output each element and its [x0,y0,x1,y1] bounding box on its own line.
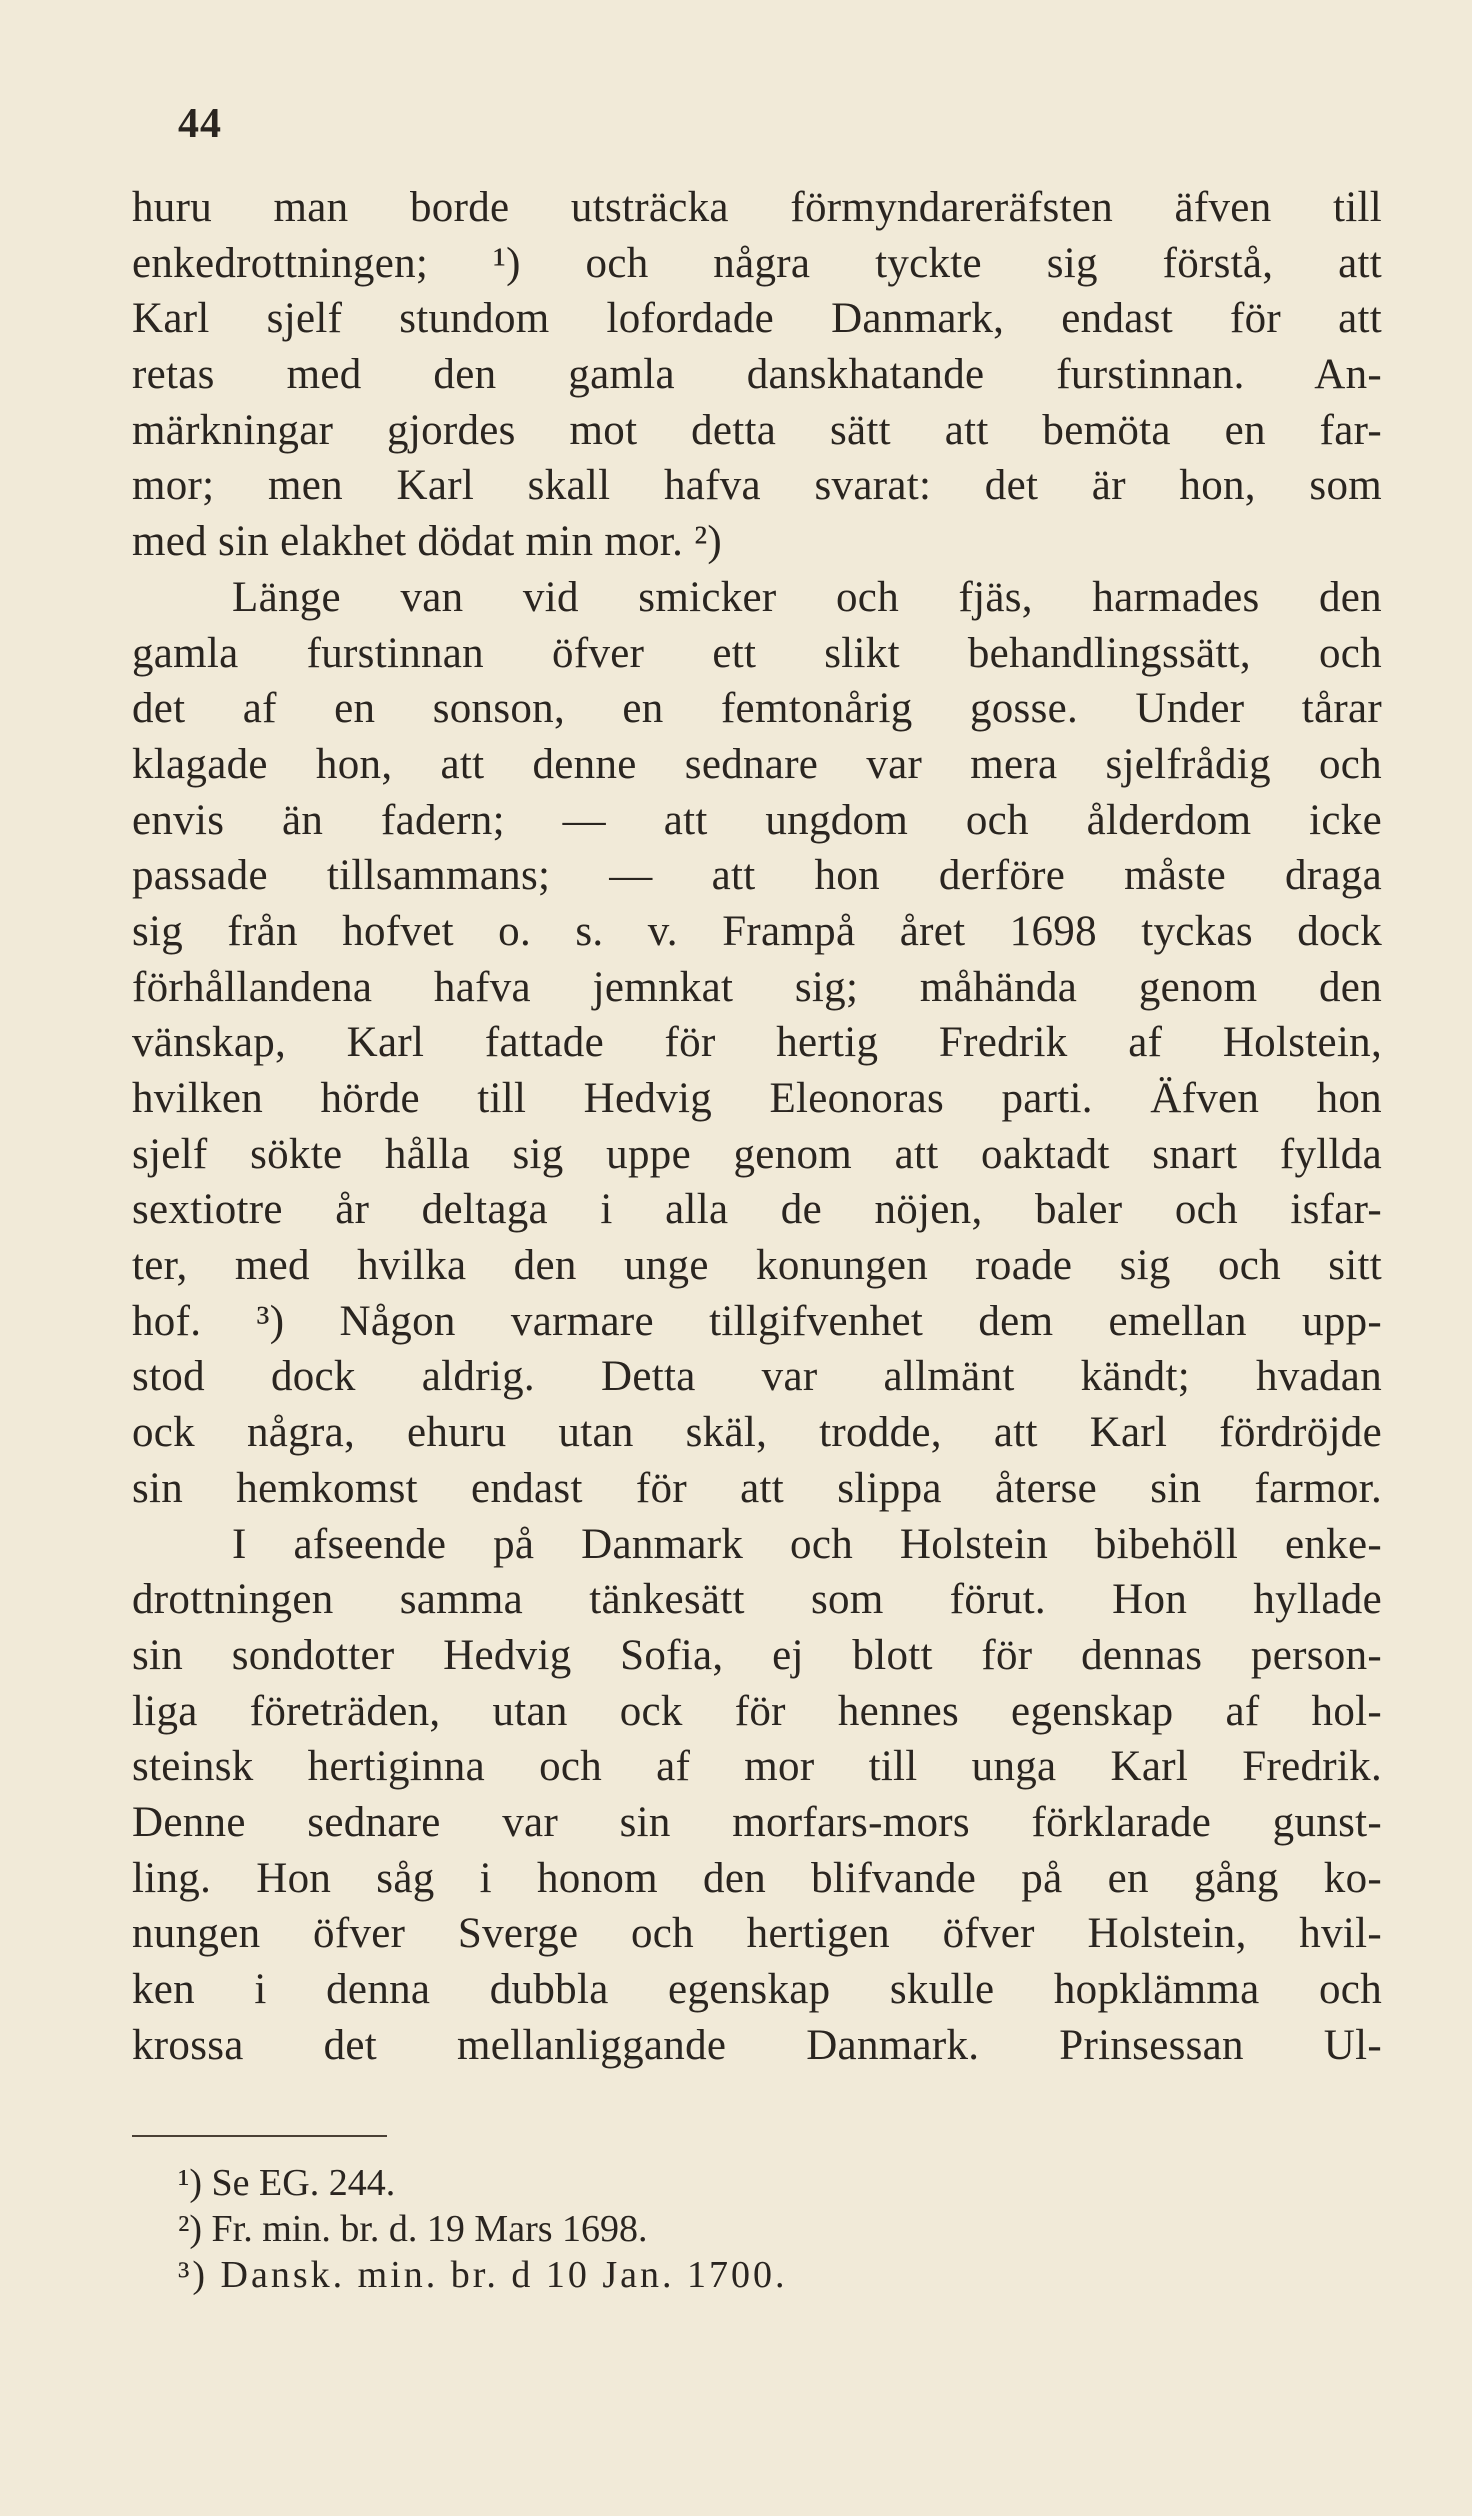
text-line: sig från hofvet o. s. v. Frampå året 1698 tyckas dock [132,907,1382,955]
footnote-divider [132,2135,387,2137]
text-line: I afseende på Danmark och Holstein bibehöll enke- [232,1520,1382,1568]
text-line: sin sondotter Hedvig Sofia, ej blott för dennas person- [132,1631,1382,1679]
text-line: ter, med hvilka den unge konungen roade sig och sitt [132,1242,1382,1290]
text-line: passade tillsammans; — att hon derföre måste draga [132,852,1382,900]
text-line: märkningar gjordes mot detta sätt att bemöta en far- [132,406,1382,454]
footnote: ¹) Se EG. 244. [178,2162,396,2204]
text-line: det af en sonson, en femtonårig gosse. Under tårar [132,685,1382,733]
text-line: gamla furstinnan öfver ett slikt behandlingssätt, och [132,629,1382,677]
footnote: ²) Fr. min. br. d. 19 Mars 1698. [178,2208,648,2250]
text-line: ling. Hon såg i honom den blifvande på en gång ko- [132,1854,1382,1902]
text-line: sin hemkomst endast för att slippa återse sin farmor. [132,1464,1382,1512]
text-line: envis än fadern; — att ungdom och ålderdom icke [132,796,1382,844]
footnotes [178,2160,787,2298]
text-line: klagade hon, att denne sednare var mera sjelfrådig och [132,740,1382,788]
text-line: mor; men Karl skall hafva svarat: det är hon, som [132,462,1382,510]
text-line: liga företräden, utan ock för hennes egenskap af hol- [132,1687,1382,1735]
page-number: 44 [178,101,222,147]
text-line: med sin elakhet dödat min mor. ²) [132,518,723,566]
text-line: Karl sjelf stundom lofordade Danmark, endast för att [132,295,1382,343]
text-line: huru man borde utsträcka förmyndareräfsten äfven till [132,184,1382,231]
text-line: hof. ³) Någon varmare tillgifvenhet dem emellan upp- [132,1297,1382,1345]
text-line: krossa det mellanliggande Danmark. Prinsessan Ul- [132,2021,1382,2069]
text-line: Länge van vid smicker och fjäs, harmades den [232,573,1382,621]
text-line: vänskap, Karl fattade för hertig Fredrik af Holstein, [132,1019,1382,1067]
text-line: enkedrottningen; ¹) och några tyckte sig förstå, att [132,239,1382,287]
text-line: förhållandena hafva jemnkat sig; måhända genom den [132,963,1382,1011]
text-line: nungen öfver Sverge och hertigen öfver Holstein, hvil- [132,1910,1382,1958]
text-line: retas med den gamla danskhatande furstinnan. An- [132,351,1382,399]
text-line: steinsk hertiginna och af mor till unga Karl Fredrik. [132,1743,1382,1791]
text-line: hvilken hörde till Hedvig Eleonoras parti. Äfven hon [132,1075,1382,1122]
body-text [132,180,1382,2073]
text-line: stod dock aldrig. Detta var allmänt kändt; hvadan [132,1353,1382,1401]
text-line: sjelf sökte hålla sig uppe genom att oaktadt snart fyllda [132,1130,1382,1178]
text-line: ock några, ehuru utan skäl, trodde, att Karl fördröjde [132,1409,1382,1457]
text-line: sextiotre år deltaga i alla de nöjen, baler och isfar- [132,1186,1382,1234]
text-line: drottningen samma tänkesätt som förut. Hon hyllade [132,1576,1382,1624]
footnote: ³) Dansk. min. br. d 10 Jan. 1700. [178,2254,788,2296]
text-line: Denne sednare var sin morfars-mors förklarade gunst- [132,1798,1382,1846]
text-line: ken i denna dubbla egenskap skulle hopklämma och [132,1966,1382,2013]
